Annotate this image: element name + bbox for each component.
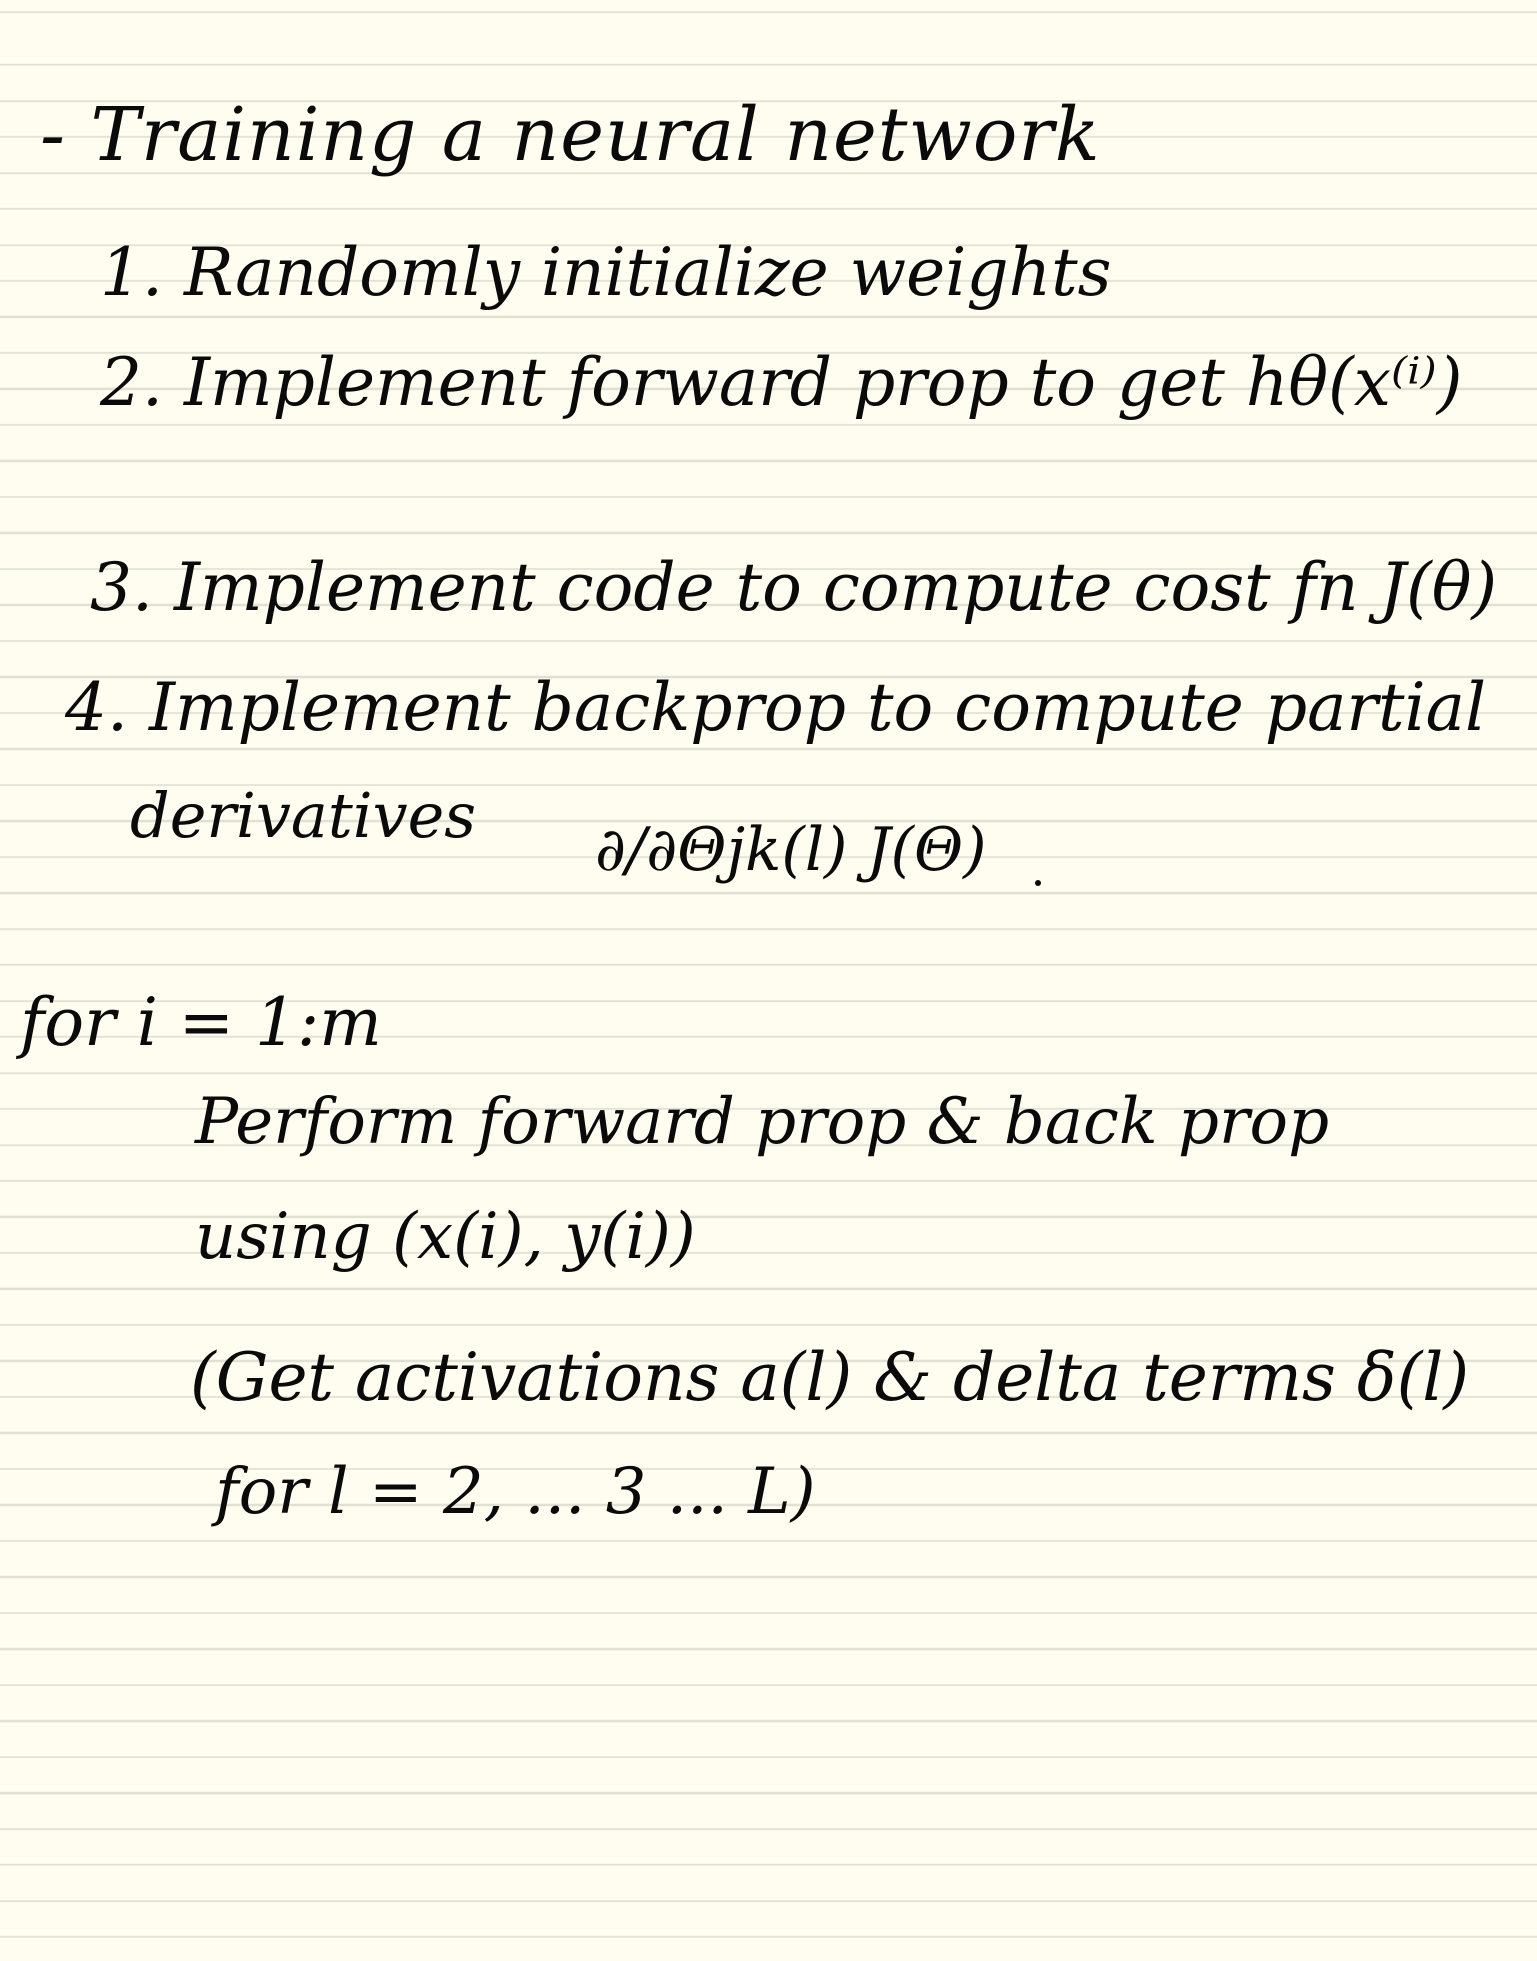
loop-body-line-1: Perform forward prop & back prop: [195, 1085, 1330, 1159]
step-2: 2. Implement forward prop to get hθ(x⁽ⁱ⁾): [100, 344, 1463, 421]
loop-body-line-2: using (x(i), y(i)): [195, 1200, 696, 1274]
partial-derivative-expression: ∂/∂Θjk(l) J(Θ): [595, 815, 987, 885]
loop-body-line-3: (Get activations a(l) & delta terms δ(l): [190, 1339, 1470, 1416]
step-4: 4. Implement backprop to compute partial: [65, 669, 1487, 746]
step-1: 1. Randomly initialize weights: [100, 234, 1112, 311]
loop-body-line-4: for l = 2, ... 3 ... L): [215, 1455, 816, 1529]
step-4-continued: derivatives: [130, 779, 477, 852]
note-title: - Training a neural network: [40, 92, 1101, 178]
for-loop-header: for i = 1:m: [20, 984, 382, 1061]
ink-dot: [1035, 880, 1041, 886]
step-3: 3. Implement code to compute cost fn J(θ): [90, 549, 1498, 626]
